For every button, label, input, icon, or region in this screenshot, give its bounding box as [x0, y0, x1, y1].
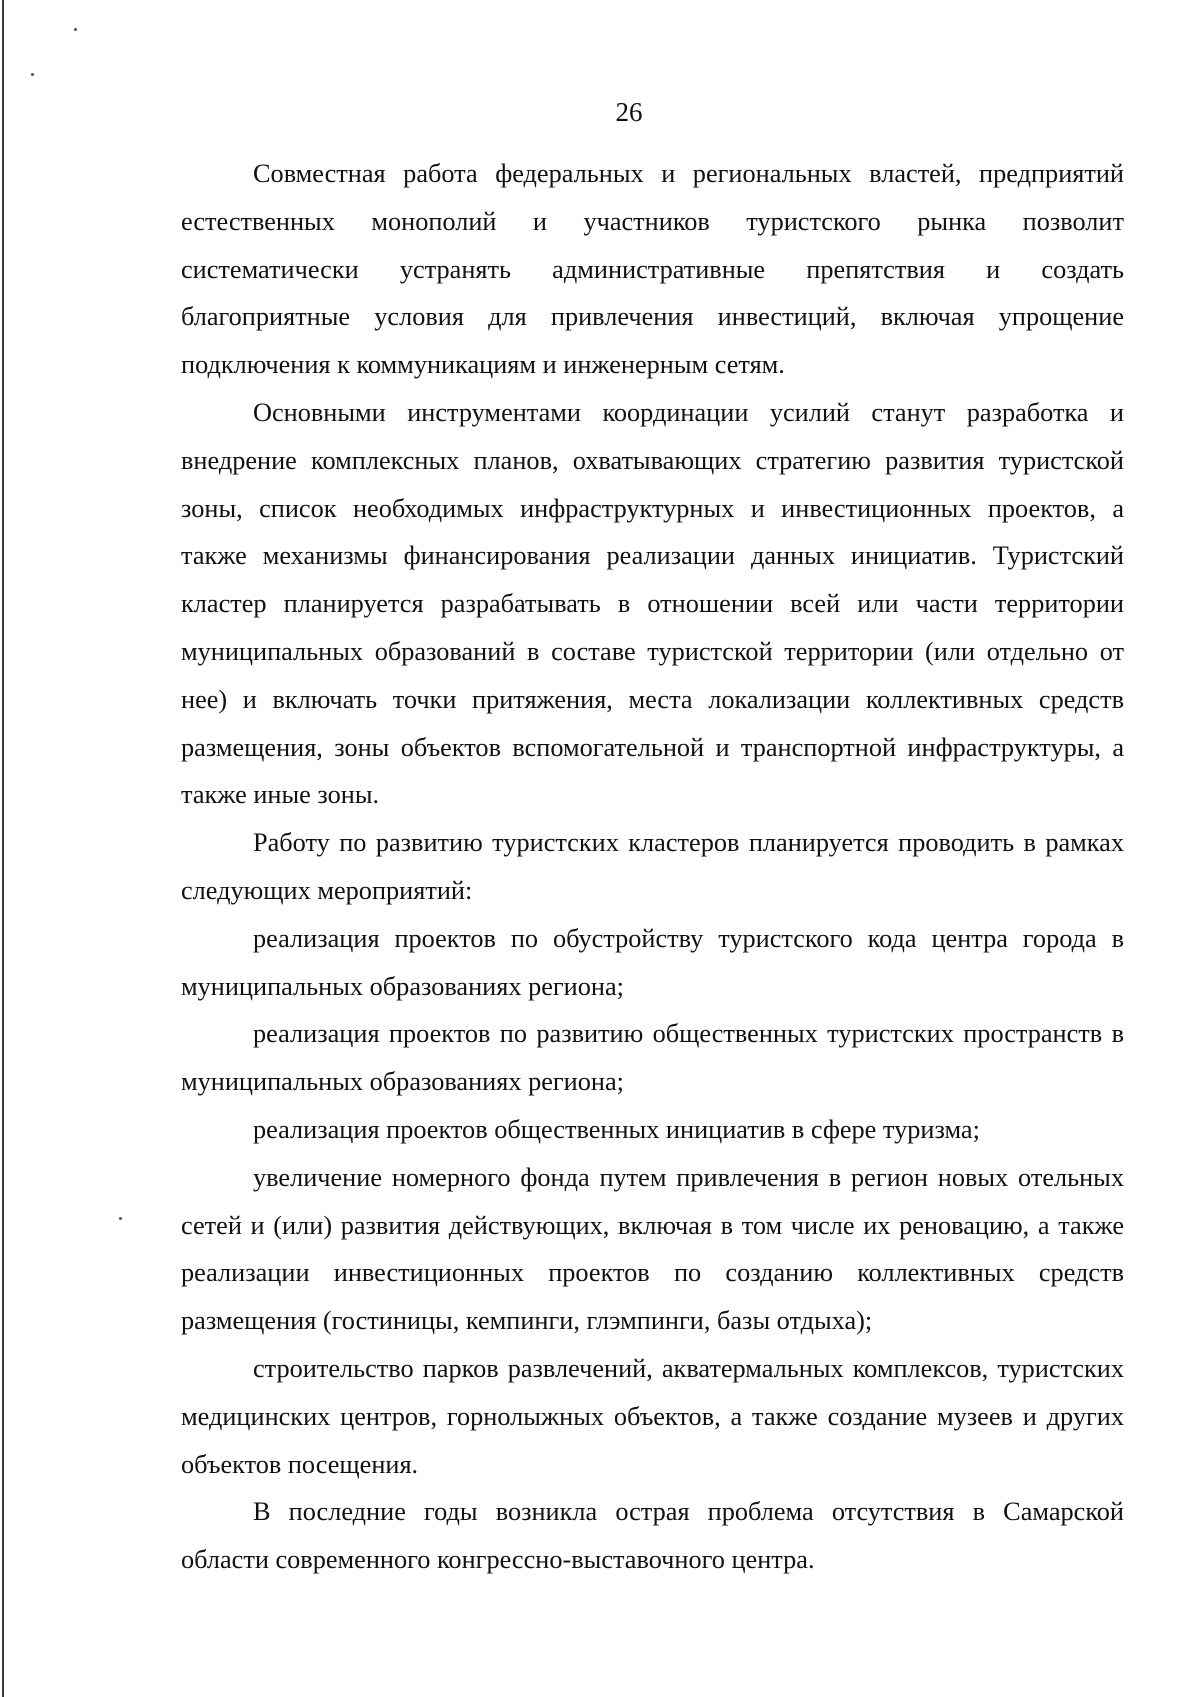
scan-speck	[74, 28, 77, 31]
list-item: увеличение номерного фонда путем привлечения в регион новых отельных сетей и (или) развития действующих, включая в том числе их реновацию, а также реализации инвестиционных проектов по созданию коллективных средств размещения (гостиницы, кемпинги, глэмпинги, базы отдыха);	[181, 1162, 1124, 1336]
scan-speck	[31, 73, 34, 76]
paragraph: Основными инструментами координации усилий станут разработка и внедрение комплексных планов, охватывающих стратегию развития туристской зоны, список необходимых инфраструктурных и инвестиционных проектов, а также механизмы финансирования реализации данных инициатив. Туристский кластер планируется разрабатывать в отношении всей или части территории муниципальных образований в составе туристской территории (или отдельно от нее) и включать точки притяжения, места локализации коллективных средств размещения, зоны объектов вспомогательной и транспортной инфраструктуры, а также иные зоны.	[181, 397, 1124, 810]
list-item: реализация проектов общественных инициатив в сфере туризма;	[253, 1114, 980, 1144]
paragraph: В последние годы возникла острая проблема отсутствия в Самарской области современного конгрессно-выставочного центра.	[181, 1497, 1124, 1575]
list-item: реализация проектов по обустройству туристского кода центра города в муниципальных образованиях региона;	[181, 923, 1124, 1001]
document-body	[181, 150, 1124, 1584]
paragraph: Работу по развитию туристских кластеров планируется проводить в рамках следующих мероприятий:	[181, 828, 1124, 905]
scan-edge-line	[2, 0, 4, 1697]
scan-speck	[119, 1217, 122, 1220]
page-number: 26	[615, 97, 643, 127]
list-item: реализация проектов по развитию общественных туристских пространств в муниципальных образованиях региона;	[181, 1019, 1124, 1097]
paragraph: Совместная работа федеральных и региональных властей, предприятий естественных монополий и участников туристского рынка позволит систематически устранять административные препятствия и создать благоприятные условия для привлечения инвестиций, включая упрощение подключения к коммуникациям и инженерным сетям.	[181, 159, 1124, 380]
list-item: строительство парков развлечений, акватермальных комплексов, туристских медицинских центров, горнолыжных объектов, а также создание музеев и других объектов посещения.	[181, 1353, 1124, 1479]
